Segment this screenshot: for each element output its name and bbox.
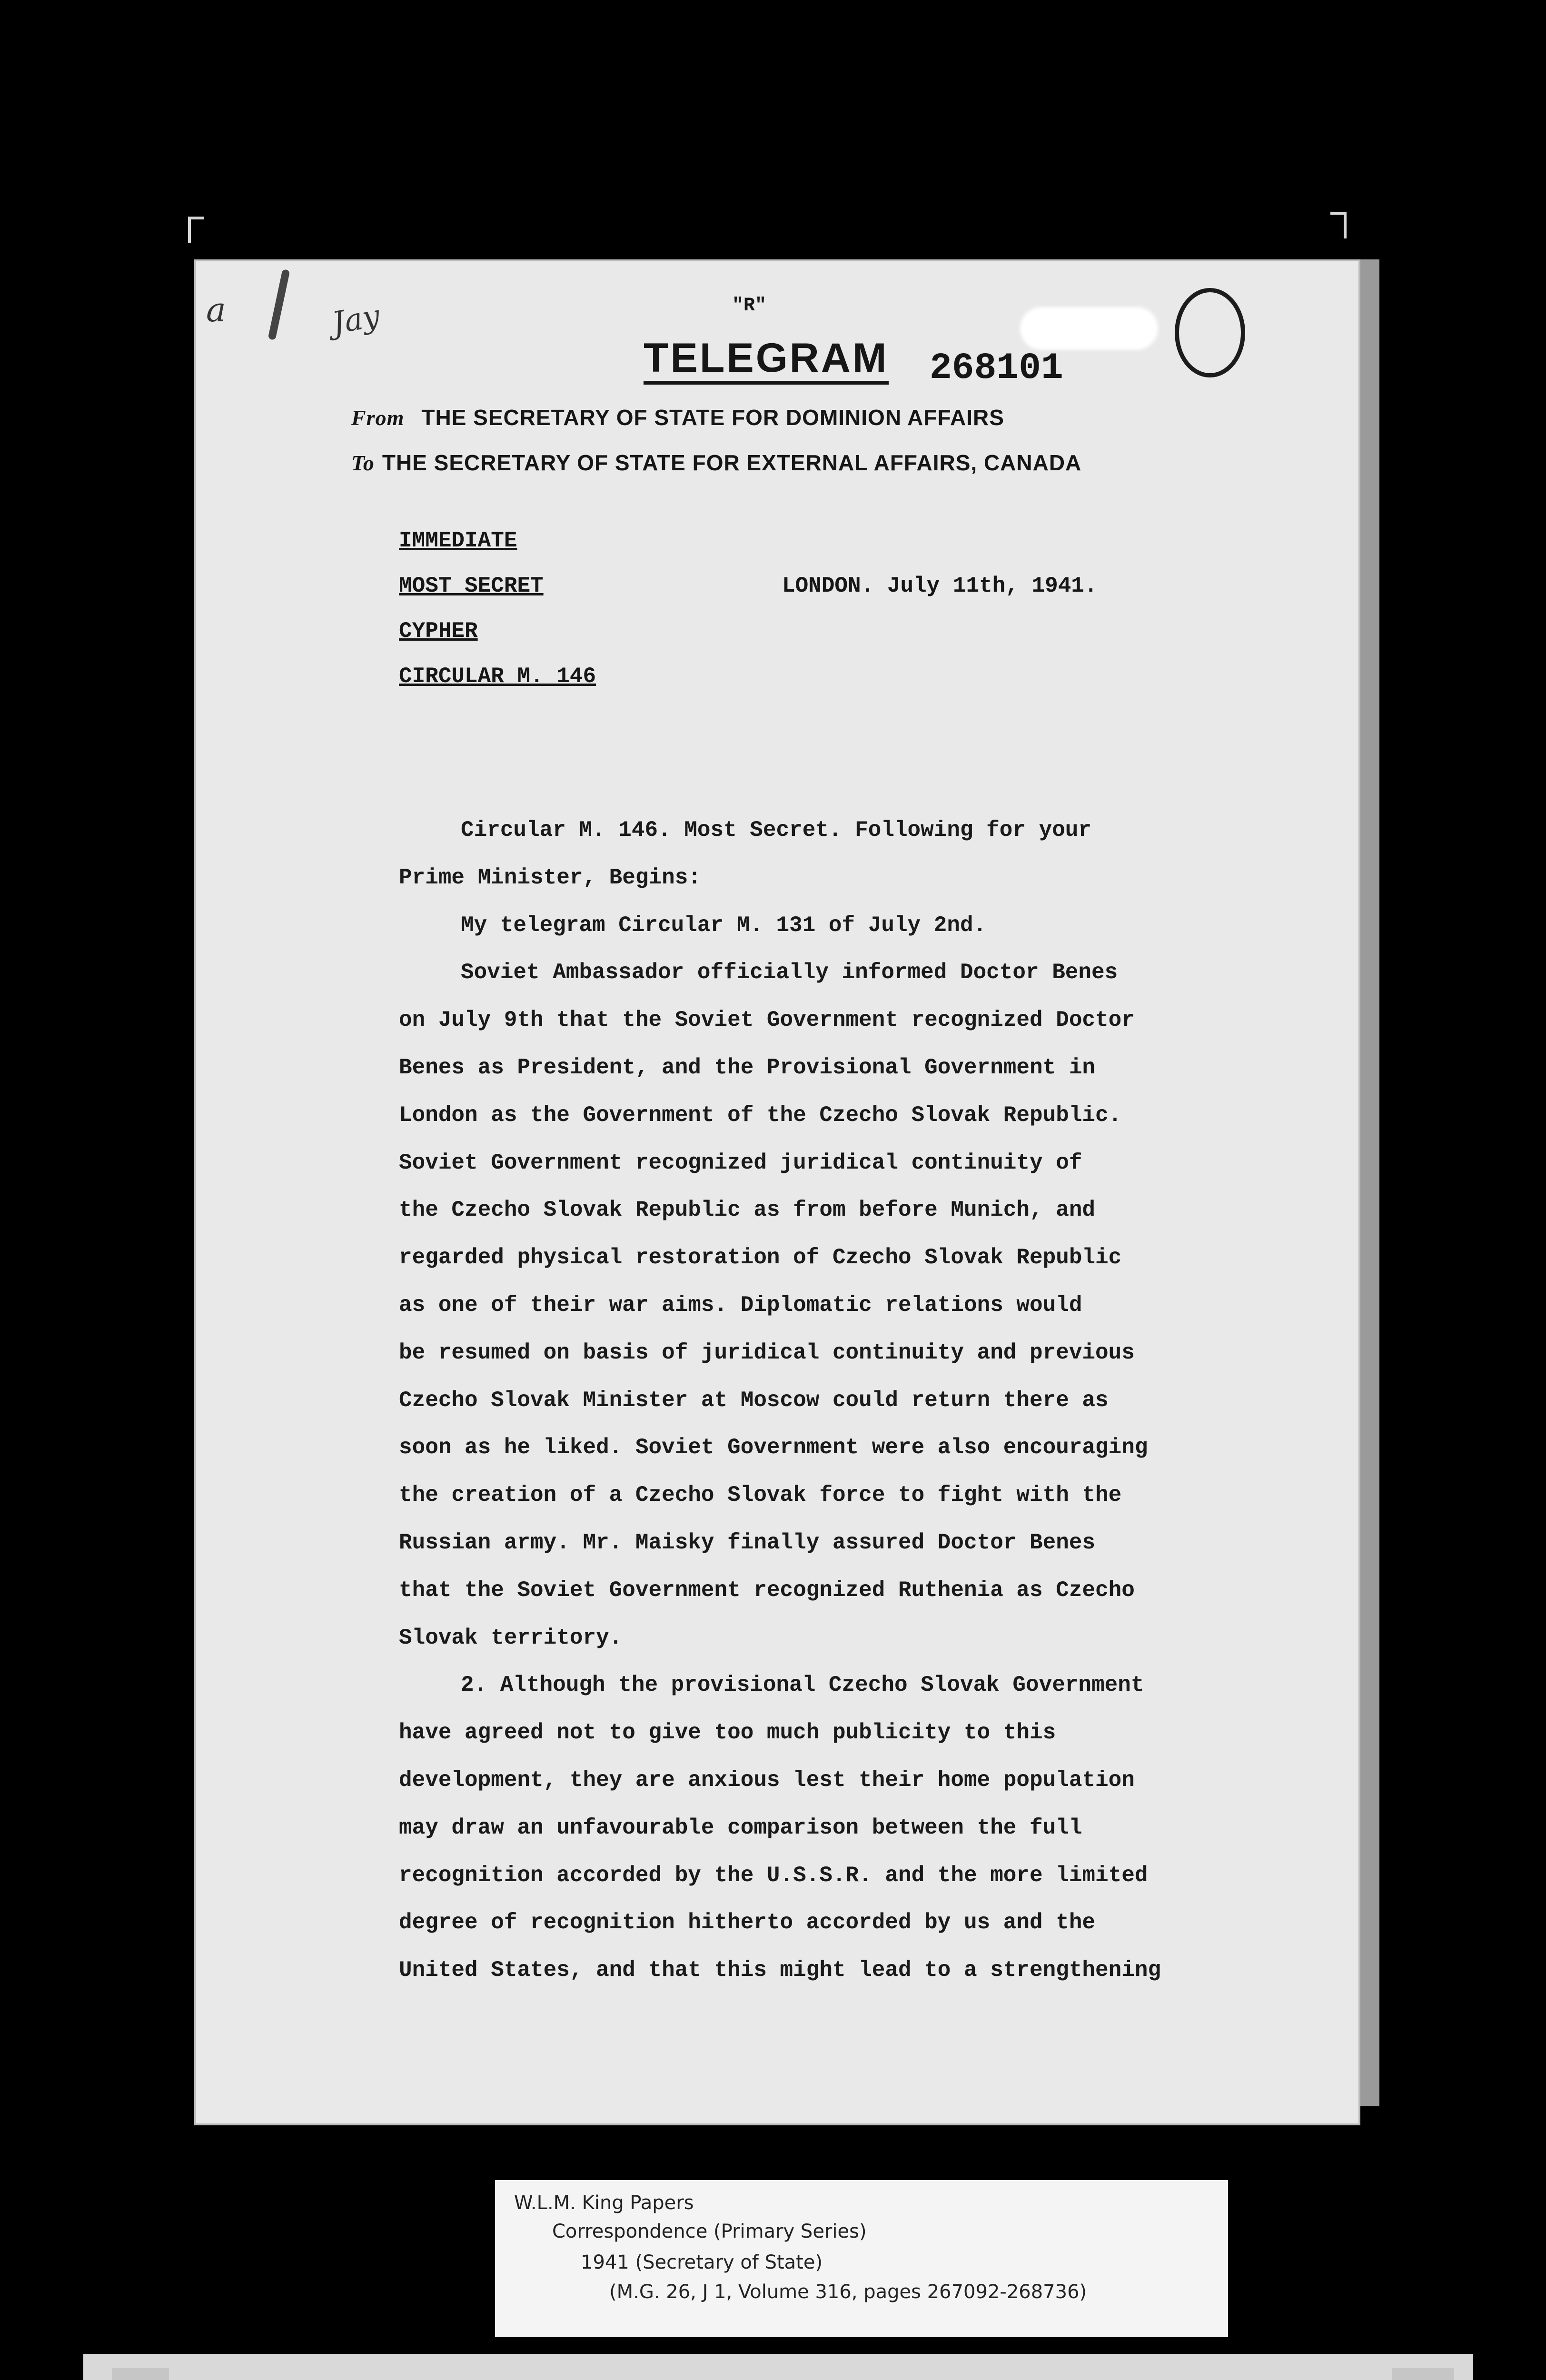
tape-right (1392, 2368, 1454, 2380)
body-line: Circular M. 146. Most Secret. Following for your (461, 818, 1092, 843)
body-line: development, they are anxious lest their home population (399, 1767, 1135, 1793)
body-line: that the Soviet Government recognized Ruthenia as Czecho (399, 1577, 1135, 1603)
telegram-sheet (194, 259, 1360, 2125)
archive-stamp-frame (83, 2354, 1473, 2380)
to-label: To (351, 451, 375, 475)
to-text: THE SECRETARY OF STATE FOR EXTERNAL AFFAIRS, CANADA (382, 450, 1082, 475)
classification-circular: CIRCULAR M. 146 (399, 664, 596, 689)
tape-left (112, 2368, 169, 2380)
body-line: soon as he liked. Soviet Government were also encouraging (399, 1435, 1148, 1460)
body-line: 2. Although the provisional Czecho Slovak Government (461, 1673, 1144, 1698)
body-line: regarded physical restoration of Czecho Slovak Republic (399, 1245, 1122, 1270)
corner-circle-mark (1175, 288, 1245, 377)
reference-line: (M.G. 26, J 1, Volume 316, pages 267092-268736) (609, 2281, 1087, 2303)
from-line (351, 405, 1004, 430)
reference-slip (495, 2180, 1228, 2337)
body-line: United States, and that this might lead to a strengthening (399, 1958, 1161, 1983)
crop-mark-top-left (188, 217, 204, 243)
body-line: the Czecho Slovak Republic as from before Munich, and (399, 1198, 1096, 1223)
classification-cypher: CYPHER (399, 619, 478, 644)
classification-most-secret: MOST SECRET (399, 574, 544, 598)
body-line: have agreed not to give too much publicity to this (399, 1720, 1056, 1745)
pencil-note-a: a (206, 290, 226, 329)
pencil-stroke (268, 269, 290, 340)
body-line: Prime Minister, Begins: (399, 865, 701, 890)
body-line: Soviet Government recognized juridical continuity of (399, 1150, 1082, 1175)
pencil-note-initials: Jay (329, 298, 383, 342)
body-line: on July 9th that the Soviet Government recognized Doctor (399, 1008, 1135, 1033)
classification-list (399, 528, 596, 709)
reference-line: Correspondence (Primary Series) (552, 2221, 867, 2242)
body-line: be resumed on basis of juridical continuity and previous (399, 1340, 1135, 1365)
from-text: THE SECRETARY OF STATE FOR DOMINION AFFAIRS (421, 405, 1004, 430)
body-line: Soviet Ambassador officially informed Doctor Benes (461, 960, 1118, 985)
body-line: recognition accorded by the U.S.S.R. and the more limited (399, 1863, 1148, 1888)
reference-line: 1941 (Secretary of State) (581, 2251, 823, 2273)
body-line: degree of recognition hitherto accorded by us and the (399, 1910, 1096, 1935)
body-line: Benes as President, and the Provisional Government in (399, 1055, 1096, 1080)
to-line (351, 450, 1081, 476)
telegram-title: TELEGRAM (644, 336, 889, 385)
telegram-number: 268101 (930, 347, 1063, 389)
body-line: London as the Government of the Czecho Slovak Republic. (399, 1102, 1122, 1128)
place-date: LONDON. July 11th, 1941. (782, 574, 1098, 598)
body-line: My telegram Circular M. 131 of July 2nd. (461, 912, 987, 938)
classification-immediate: IMMEDIATE (399, 528, 517, 553)
top-mark: "R" (732, 295, 767, 317)
body-line: Russian army. Mr. Maisky finally assured Doctor Benes (399, 1530, 1096, 1555)
from-label: From (351, 406, 405, 430)
body-line: the creation of a Czecho Slovak force to fight with the (399, 1483, 1122, 1508)
reference-line: W.L.M. King Papers (514, 2192, 694, 2214)
body-line: may draw an unfavourable comparison between the full (399, 1815, 1082, 1840)
telegram-body (399, 807, 1422, 1994)
body-line: as one of their war aims. Diplomatic relations would (399, 1292, 1082, 1318)
body-line: Slovak territory. (399, 1625, 623, 1650)
body-line: Czecho Slovak Minister at Moscow could return there as (399, 1388, 1109, 1413)
erased-smudge (1020, 307, 1158, 350)
crop-mark-top-right (1330, 212, 1347, 238)
